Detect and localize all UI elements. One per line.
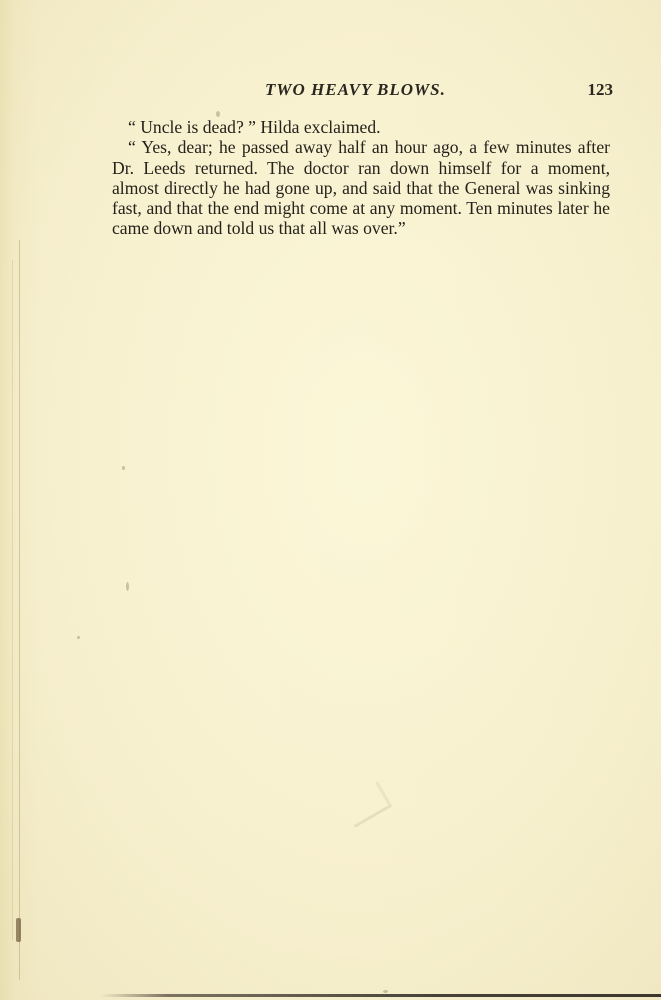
paper-speck bbox=[383, 990, 388, 993]
paper-speck bbox=[126, 582, 129, 591]
page-header bbox=[113, 78, 613, 102]
gutter-shadow bbox=[19, 240, 20, 980]
binding-mark bbox=[16, 918, 21, 942]
body-text bbox=[112, 117, 610, 239]
gutter-shadow-faint bbox=[12, 260, 13, 940]
running-head: TWO HEAVY BLOWS. bbox=[265, 80, 446, 99]
page-number: 123 bbox=[587, 80, 613, 99]
paragraph-2: “ Yes, dear; he passed away half an hour ago, a few minutes after Dr. Leeds returned. The doctor ran down himself for a moment, almost directly he had gone up, and said that the General was sinking fast, and that the end might come at any moment. Ten minutes later he came down and told us that all was over.” bbox=[112, 137, 610, 239]
page-bottom-edge bbox=[100, 994, 661, 997]
paper-speck bbox=[122, 466, 125, 470]
paper-speck bbox=[216, 111, 220, 117]
faint-mark bbox=[341, 781, 393, 828]
paragraph-1: “ Uncle is dead? ” Hilda exclaimed. bbox=[128, 117, 381, 137]
paper-speck bbox=[77, 636, 80, 639]
